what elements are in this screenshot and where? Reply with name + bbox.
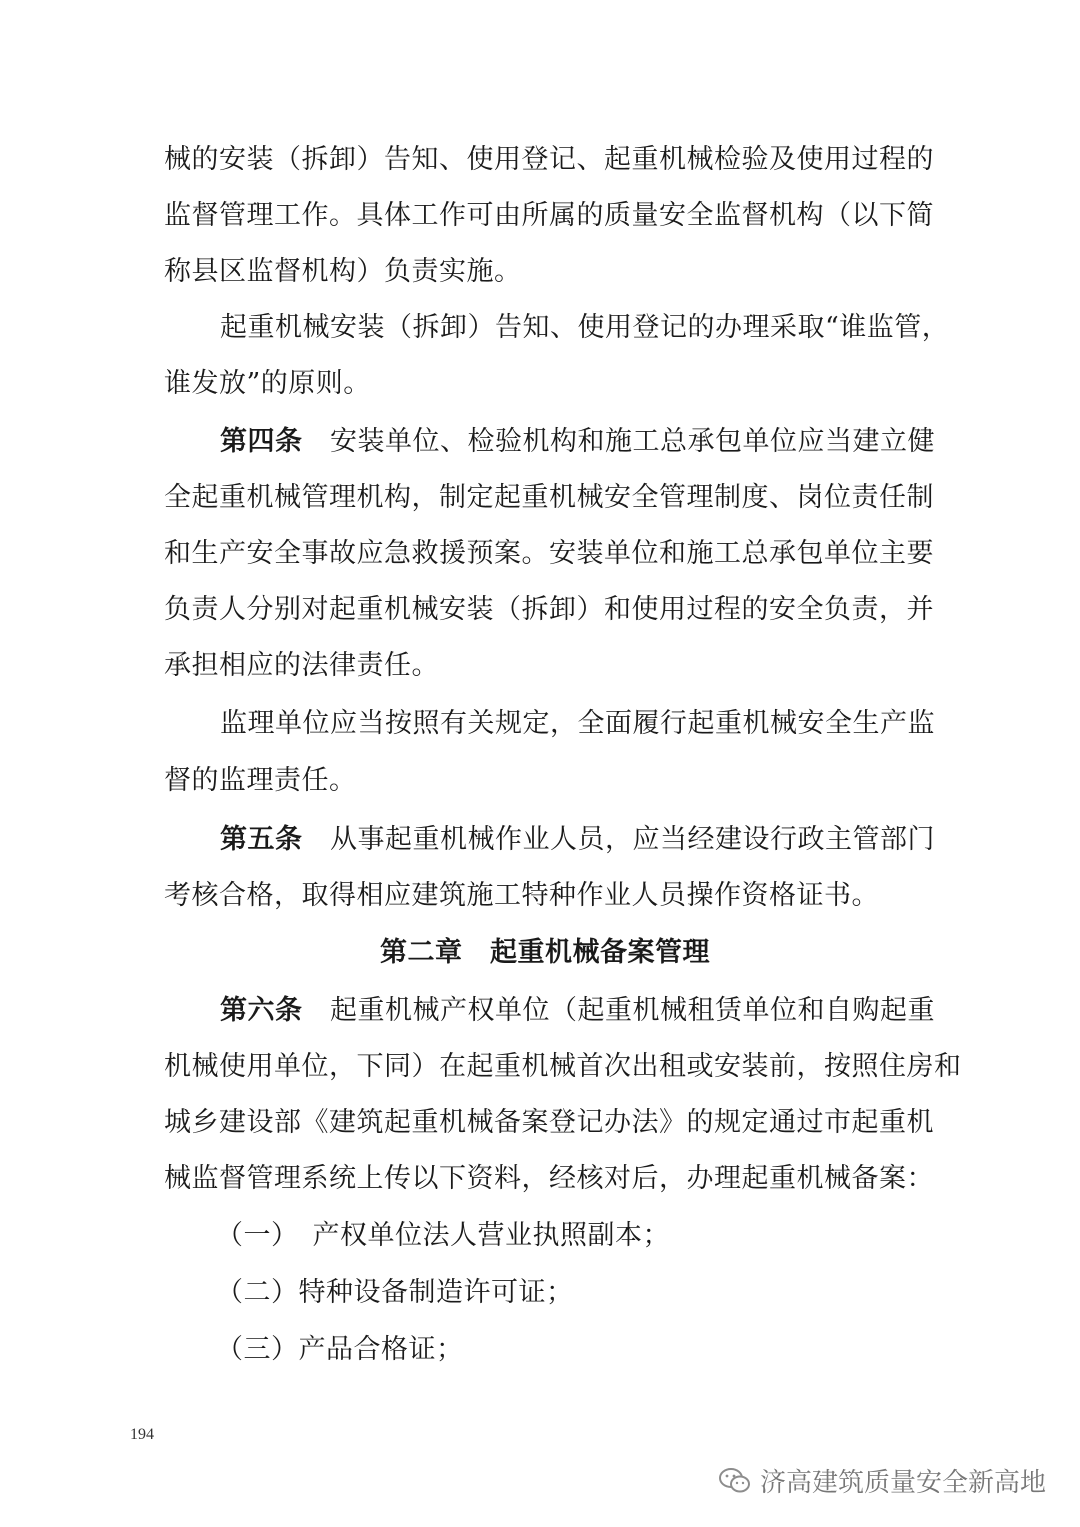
article-6-number: 第六条 — [220, 995, 303, 1026]
body-line: 监理单位应当按照有关规定，全面履行起重机械安全生产监 — [220, 708, 935, 739]
body-line: 承担相应的法律责任。 — [164, 650, 439, 681]
body-line: 称县区监督机构）负责实施。 — [164, 256, 522, 287]
body-line: 城乡建设部《建筑起重机械备案登记办法》的规定通过市起重机 — [164, 1107, 934, 1138]
body-line: 监督管理工作。具体工作可由所属的质量安全监督机构（以下简 — [164, 200, 934, 231]
body-line: 督的监理责任。 — [164, 765, 357, 796]
wechat-icon — [718, 1466, 752, 1496]
body-line: 考核合格，取得相应建筑施工特种作业人员操作资格证书。 — [164, 880, 879, 911]
chapter-heading: 第二章 起重机械备案管理 — [380, 937, 710, 968]
body-line: 机械使用单位，下同）在起重机械首次出租或安装前，按照住房和 — [164, 1051, 962, 1082]
body-line: 起重机械安装（拆卸）告知、使用登记的办理采取“谁监管， — [220, 312, 950, 343]
body-text: 安装单位、检验机构和施工总承包单位应当建立健 — [330, 426, 935, 457]
page-number: 194 — [130, 1426, 154, 1443]
list-item: （二）特种设备制造许可证； — [216, 1277, 574, 1308]
list-item: （一） 产权单位法人营业执照副本； — [216, 1220, 670, 1251]
body-line: 械的安装（拆卸）告知、使用登记、起重机械检验及使用过程的 — [164, 144, 934, 175]
article-5-line — [220, 823, 935, 857]
body-text: 从事起重机械作业人员，应当经建设行政主管部门 — [330, 824, 935, 855]
body-line: 和生产安全事故应急救援预案。安装单位和施工总承包单位主要 — [164, 538, 934, 569]
body-line: 负责人分别对起重机械安装（拆卸）和使用过程的安全负责，并 — [164, 594, 934, 625]
article-4-number: 第四条 — [220, 426, 303, 457]
body-line: 全起重机械管理机构，制定起重机械安全管理制度、岗位责任制 — [164, 482, 934, 513]
watermark-text: 济高建筑质量安全新高地 — [759, 1468, 1046, 1498]
article-6-line — [220, 994, 935, 1028]
body-line: 械监督管理系统上传以下资料，经核对后，办理起重机械备案： — [164, 1163, 934, 1194]
body-line: 谁发放”的原则。 — [164, 368, 371, 399]
list-item: （三）产品合格证； — [216, 1334, 464, 1365]
article-4-line — [220, 425, 935, 459]
body-text: 起重机械产权单位（起重机械租赁单位和自购起重 — [330, 995, 935, 1026]
article-5-number: 第五条 — [220, 824, 303, 855]
watermark — [718, 1462, 1046, 1499]
